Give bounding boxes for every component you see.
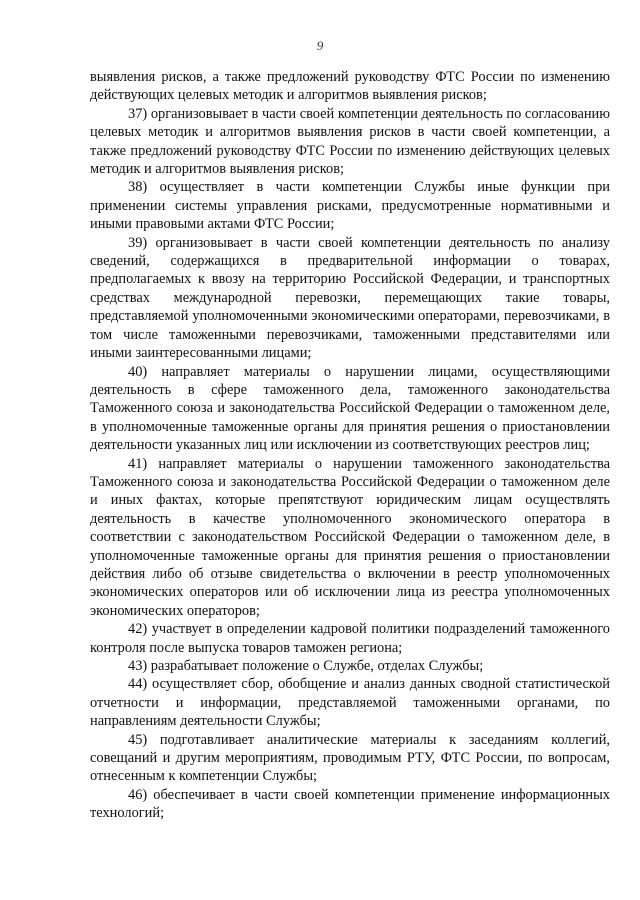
paragraph-item-46: 46) обеспечивает в части своей компетенции применение информационных технологий; [90, 786, 610, 822]
paragraph-item-44: 44) осуществляет сбор, обобщение и анализ данных сводной статистической отчетности и информации, представляемой таможенными органами, по направлениям деятельности Службы; [90, 676, 610, 730]
page-number: 9 [316, 38, 324, 53]
paragraph-item-38: 38) осуществляет в части компетенции Службы иные функции при применении системы управления рисками, предусмотренные нормативными и иными правовыми актами ФТС России; [90, 179, 610, 233]
paragraph-item-39: 39) организовывает в части своей компетенции деятельность по анализу сведений, содержащихся в предварительной информации о товарах, предполагаемых к ввозу на территорию Российской Федерации, и транспортных средствах международной перевозки, перемещающих такие товары, представляемой уполномоченными экономическими операторами, перевозчиками, в том числе таможенными перевозчиками, таможенными представителями или иными заинтересованными лицами; [90, 234, 610, 362]
paragraph-item-41: 41) направляет материалы о нарушении таможенного законодательства Таможенного союза и законодательства Российской Федерации о таможенном деле и иных фактах, которые препятствуют юридическим лицам осуществлять деятельность в качестве уполномоченного экономического оператора в соответствии с законодательством Российской Федерации о таможенном деле, в уполномоченные таможенные органы для принятия решения о приостановлении действия либо об отзыве свидетельства о включении в реестр уполномоченных экономических операторов или об исключении лица из реестра уполномоченных экономических операторов; [90, 455, 610, 619]
paragraph-item-40: 40) направляет материалы о нарушении лицами, осуществляющими деятельность в сфере таможенного дела, таможенного законодательства Таможенного союза и законодательства Российской Федерации о таможенном деле, в уполномоченные таможенные органы для принятия решения о приостановлении деятельности указанных лиц или исключении из соответствующих реестров лиц; [90, 363, 610, 454]
paragraph-item-45: 45) подготавливает аналитические материалы к заседаниям коллегий, совещаний и другим мероприятиям, проводимым РТУ, ФТС России, по вопросам, отнесенным к компетенции Службы; [90, 731, 610, 785]
paragraph-item-43: 43) разрабатывает положение о Службе, отделах Службы; [128, 658, 484, 674]
paragraph-item-37: 37) организовывает в части своей компетенции деятельность по согласованию целевых методик и алгоритмов выявления рисков в части своей компетенции, а также предложений руководству ФТС России по изменению действующих целевых методик и алгоритмов выявления рисков; [90, 105, 610, 178]
paragraph-continuation: выявления рисков, а также предложений руководству ФТС России по изменению действующих целевых методик и алгоритмов выявления рисков; [90, 69, 610, 104]
paragraph-item-42: 42) участвует в определении кадровой политики подразделений таможенного контроля после выпуска товаров таможен региона; [90, 621, 610, 656]
document-body [90, 68, 610, 823]
